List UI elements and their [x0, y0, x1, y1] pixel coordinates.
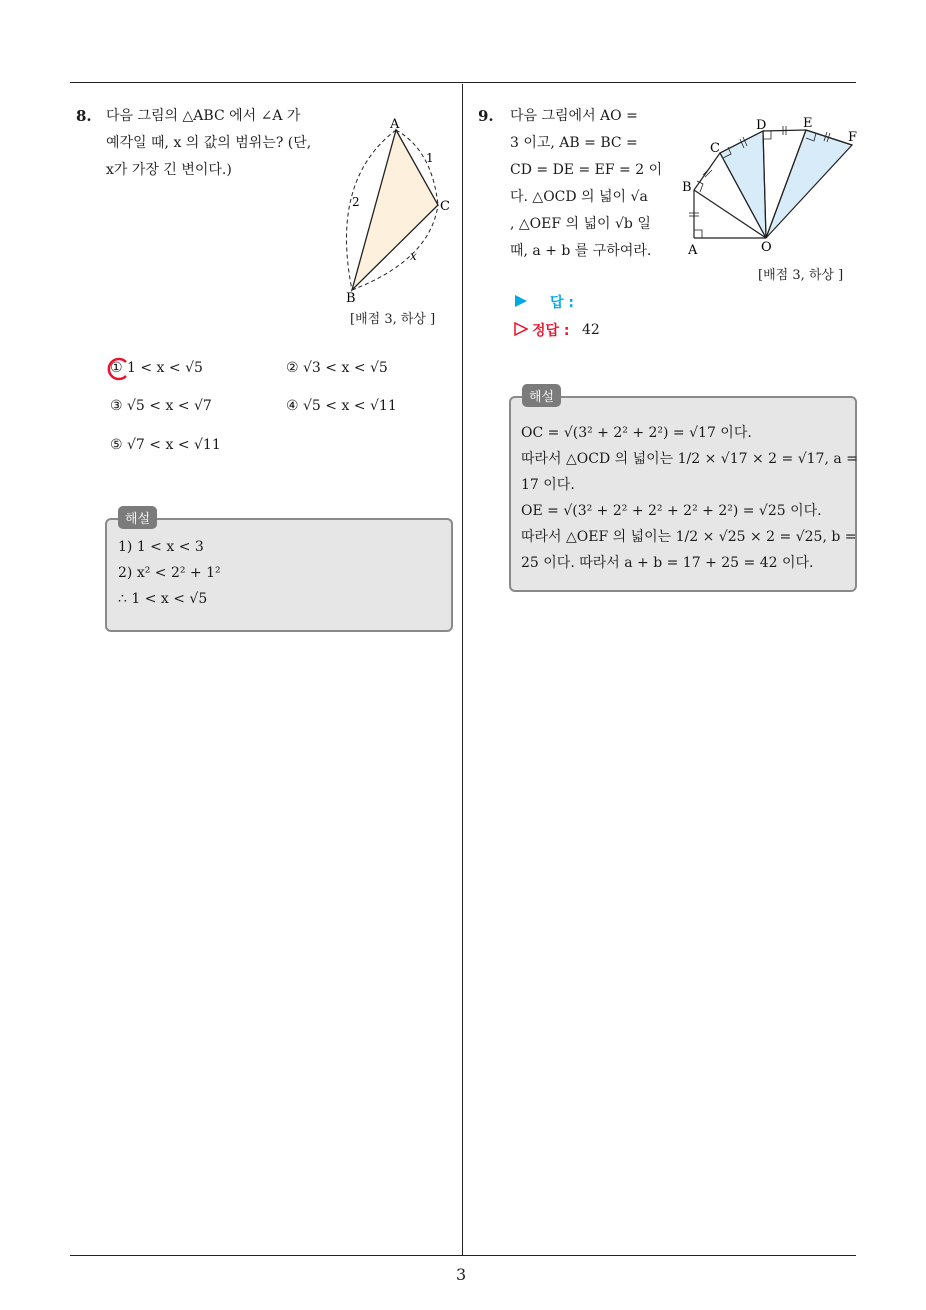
column-divider	[462, 84, 463, 1256]
vertex-b-label: B	[346, 291, 356, 306]
question-9-line-5: , △OEF 의 넓이 √b 일	[510, 216, 651, 232]
choice-4-mark: ④	[286, 398, 299, 414]
choice-3-text: √5 < x < √7	[127, 398, 212, 414]
question-8-solution-line-1: 1) 1 < x < 3	[118, 539, 204, 555]
point-d-label: D	[756, 118, 767, 133]
footer-rule	[70, 1255, 856, 1256]
question-8-number: 8.	[76, 107, 92, 125]
question-9-line-2: 3 이고, AB = BC =	[510, 135, 638, 151]
question-9-solution-tag: 해설	[522, 384, 561, 407]
header-rule	[70, 82, 856, 83]
question-9-number: 9.	[478, 107, 494, 125]
triangle-oef	[766, 130, 852, 238]
choice-1-mark: ①	[110, 360, 123, 376]
choice-5-text: √7 < x < √11	[127, 437, 221, 453]
choice-5[interactable]	[110, 437, 221, 453]
choice-4-text: √5 < x < √11	[303, 398, 397, 414]
vertex-c-label: C	[440, 199, 450, 214]
correct-answer-triangle-icon	[514, 322, 528, 336]
side-bc-label: x	[410, 249, 417, 263]
question-8-solution-line-3: ∴ 1 < x < √5	[118, 591, 208, 607]
question-9-line-4: 다. △OCD 의 넓이 √a	[510, 189, 648, 205]
question-9-solution-line-5: 따라서 △OEF 의 넓이는 1/2 × √25 × 2 = √25, b =	[521, 529, 857, 545]
triangle-abc-figure	[330, 110, 460, 310]
question-8-solution-line-2: 2) x² < 2² + 1²	[118, 565, 221, 581]
point-e-label: E	[803, 116, 813, 131]
question-9-solution-line-4: OE = √(3² + 2² + 2² + 2² + 2²) = √25 이다.	[521, 503, 822, 519]
correct-answer-value: 42	[582, 322, 600, 338]
choice-1-text: 1 < x < √5	[127, 360, 203, 376]
point-f-label: F	[848, 130, 858, 145]
correct-answer-label: 정답 :	[532, 323, 570, 339]
choice-3[interactable]	[110, 398, 212, 414]
question-9-solution-line-2: 따라서 △OCD 의 넓이는 1/2 × √17 × 2 = √17, a =	[521, 451, 858, 467]
vertex-a-label: A	[390, 117, 400, 132]
side-ab-label: 2	[352, 195, 360, 209]
choice-4[interactable]	[286, 398, 397, 414]
page-number: 3	[456, 1265, 467, 1284]
question-9-score: [배점 3, 하상 ]	[758, 268, 844, 283]
choice-2[interactable]	[286, 360, 388, 376]
choice-1[interactable]	[110, 360, 203, 376]
side-ac-label: 1	[426, 151, 434, 165]
point-c-label: C	[710, 141, 720, 156]
question-9-text	[510, 103, 670, 265]
point-o-label: O	[761, 240, 772, 255]
question-9-line-6: 때, a + b 를 구하여라.	[510, 243, 652, 259]
choice-5-mark: ⑤	[110, 437, 123, 453]
answer-field[interactable]	[580, 292, 720, 310]
choice-2-text: √3 < x < √5	[303, 360, 388, 376]
question-8-score: [배점 3, 하상 ]	[350, 312, 436, 327]
answer-triangle-icon	[514, 294, 528, 308]
question-8-text	[106, 103, 336, 184]
question-8-line-1: 다음 그림의 △ABC 에서 ∠A 가	[106, 108, 301, 124]
question-9-solution-line-6: 25 이다. 따라서 a + b = 17 + 25 = 42 이다.	[521, 555, 814, 571]
choice-2-mark: ②	[286, 360, 299, 376]
question-9-solution-line-3: 17 이다.	[521, 477, 575, 493]
point-a-label: A	[688, 243, 698, 258]
question-9-line-1: 다음 그림에서 AO =	[510, 108, 638, 124]
answer-label: 답 :	[550, 295, 574, 311]
spiral-triangles-figure	[680, 110, 865, 260]
choice-3-mark: ③	[110, 398, 123, 414]
question-8-line-2: 예각일 때, x 의 값의 범위는? (단,	[106, 135, 312, 151]
point-b-label: B	[682, 180, 692, 195]
question-8-solution-tag: 해설	[118, 506, 157, 529]
question-8-line-3: x가 가장 긴 변이다.)	[106, 162, 232, 178]
question-9-line-3: CD = DE = EF = 2 이	[510, 162, 663, 178]
question-9-solution-line-1: OC = √(3² + 2² + 2²) = √17 이다.	[521, 425, 752, 441]
